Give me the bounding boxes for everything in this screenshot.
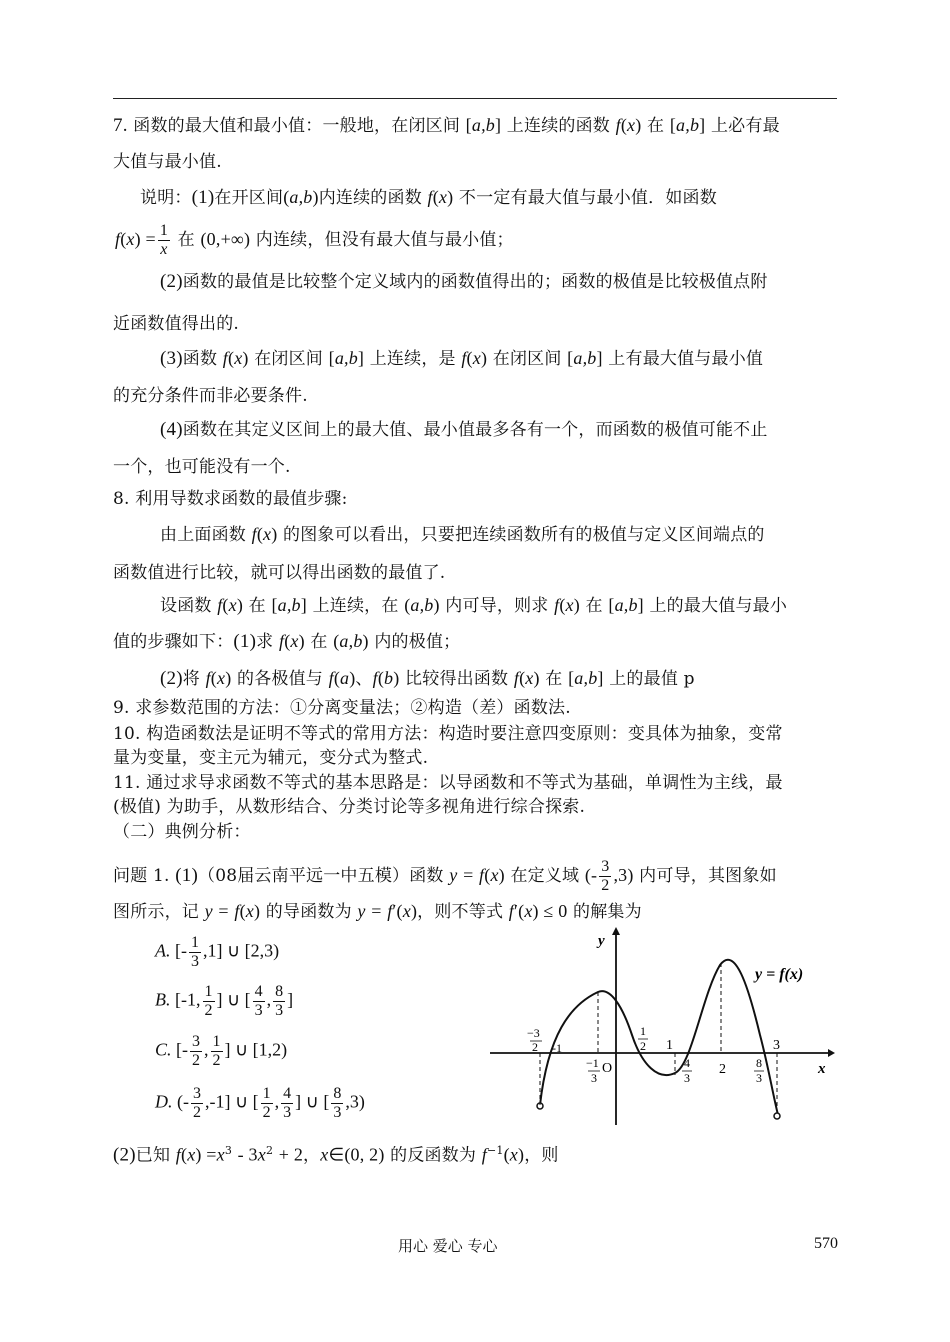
one-over-x-fraction: $\frac{1}{x}$ <box>159 222 169 258</box>
section8-p2-line3: (2)将 f(x) 的各极值与 f(a)、f(b) 比较得出函数 f(x) 在 [a,b] 上的最值 p <box>160 668 695 689</box>
tick-neg-one-third-num: −1 <box>586 1056 599 1070</box>
right-endpoint <box>774 1113 780 1119</box>
section8-p1-line1: 由上面函数 f(x) 的图象可以看出，只要把连续函数所有的极值与定义区间端点的 <box>160 524 765 545</box>
x-axis-label: x <box>818 1061 826 1077</box>
option-d: D. (- $\frac{3}{2}$ ,-1] ∪ [ $\frac{1}{2}$ , $\frac{4}{3}$ ] ∪ [ $\frac{8}{3}$ ,3) <box>155 1085 365 1121</box>
note4-line2: 一个，也可能没有一个. <box>113 457 291 477</box>
tick-four-thirds-den: 3 <box>684 1071 690 1085</box>
note1-line1: 说明：(1)在开区间(a,b)内连续的函数 f(x) 不一定有最大值与最小值．如函数 <box>140 187 717 208</box>
y-axis-arrow <box>612 927 620 935</box>
function-graph <box>490 925 835 1130</box>
option-a: A. [- $\frac{1}{3}$ ,1] ∪ [2,3) <box>155 934 280 970</box>
section8-title: 8. 利用导数求函数的最值步骤: <box>113 489 348 509</box>
section11-line1: 11. 通过求导求函数不等式的基本思路是：以导函数和不等式为基础，单调性为主线，最 <box>113 773 783 793</box>
section8-p1-line2: 函数值进行比较，就可以得出函数的最值了. <box>113 563 446 583</box>
option-c: C. [- $\frac{3}{2}$ , $\frac{1}{2}$ ] ∪ [1,2) <box>155 1033 288 1069</box>
section7-line2: 大值与最小值. <box>113 152 222 172</box>
tick-one: 1 <box>666 1038 673 1053</box>
tick-four-thirds-num: 4 <box>684 1056 690 1070</box>
section11-line2: (极值) 为助手，从数形结合、分类讨论等多视角进行综合探索. <box>113 797 586 817</box>
tick-one-half-den: 2 <box>640 1039 646 1053</box>
tick-neg-three-halves-num: −3 <box>527 1026 540 1040</box>
domain-fraction: $\frac{3}{2}$ <box>601 858 610 894</box>
section7-line1: 7. 函数的最大值和最小值：一般地，在闭区间 [a,b] 上连续的函数 f(x) 在 [a,b] 上必有最 <box>113 115 780 136</box>
tick-neg-one-third-den: 3 <box>591 1071 597 1085</box>
section8-p2-line1: 设函数 f(x) 在 [a,b] 上连续，在 (a,b) 内可导，则求 f(x) 在 [a,b] 上的最大值与最小 <box>160 595 788 616</box>
footer-motto: 用心 爱心 专心 <box>398 1237 498 1255</box>
tick-neg-one: -1 <box>552 1041 562 1055</box>
section10-line2: 量为变量，变主元为辅元，变分式为整式. <box>113 748 429 768</box>
tick-two: 2 <box>719 1062 726 1077</box>
tick-eight-thirds-den: 3 <box>756 1071 762 1085</box>
problem1-line2: 图所示，记 y = f(x) 的导函数为 y = f′(x)，则不等式 f′(x) ≤ 0 的解集为 <box>113 901 642 922</box>
note4-line1: (4)函数在其定义区间上的最大值、最小值最多各有一个，而函数的极值可能不止 <box>160 419 768 440</box>
tick-eight-thirds-num: 8 <box>756 1056 762 1070</box>
function-curve <box>540 960 778 1115</box>
y-axis-label: y <box>598 933 605 949</box>
note3-line1: (3)函数 f(x) 在闭区间 [a,b] 上连续，是 f(x) 在闭区间 [a,b] 上有最大值与最小值 <box>160 348 764 369</box>
tick-labels <box>527 1024 780 1085</box>
example-heading: （二）典例分析： <box>113 822 251 842</box>
note1-line2: f(x) = $\frac{1}{x}$ 在 (0,+∞) 内连续，但没有最大值与最小值； <box>115 222 514 258</box>
note3-line2: 的充分条件而非必要条件. <box>113 386 308 406</box>
section9: 9. 求参数范围的方法：①分离变量法；②构造（差）函数法. <box>113 698 571 718</box>
tick-one-half-num: 1 <box>640 1024 646 1038</box>
curve-label: y = f(x) <box>755 966 804 983</box>
x-axis-arrow <box>828 1049 835 1057</box>
page-number: 570 <box>814 1235 838 1252</box>
problem1-part2: (2)已知 $f(x) =x^3 - 3x^2 + 2$，x∈(0, 2) 的反函数为 $f^{-1}(x)$，则 <box>113 1144 559 1166</box>
header-rule <box>113 98 837 99</box>
tick-neg-three-halves-den: 2 <box>532 1040 538 1054</box>
note2-line2: 近函数值得出的. <box>113 314 240 334</box>
origin-label: O <box>602 1061 613 1076</box>
option-b: B. [-1, $\frac{1}{2}$ ] ∪ [ $\frac{4}{3}$ , $\frac{8}{3}$ ] <box>155 983 294 1019</box>
tick-three: 3 <box>773 1038 780 1053</box>
problem1-line1: 问题 1. (1)（08届云南平远一中五模）函数 y = f(x) 在定义域 (- $\frac{3}{2}$ ,3) 内可导，其图象如 <box>113 858 777 894</box>
section8-p2-line2: 值的步骤如下：(1)求 f(x) 在 (a,b) 内的极值； <box>113 631 461 652</box>
note2-line1: (2)函数的最值是比较整个定义域内的函数值得出的；函数的极值是比较极值点附 <box>160 271 768 292</box>
section10-line1: 10. 构造函数法是证明不等式的常用方法：构造时要注意四变原则：变具体为抽象，变常 <box>113 724 783 744</box>
